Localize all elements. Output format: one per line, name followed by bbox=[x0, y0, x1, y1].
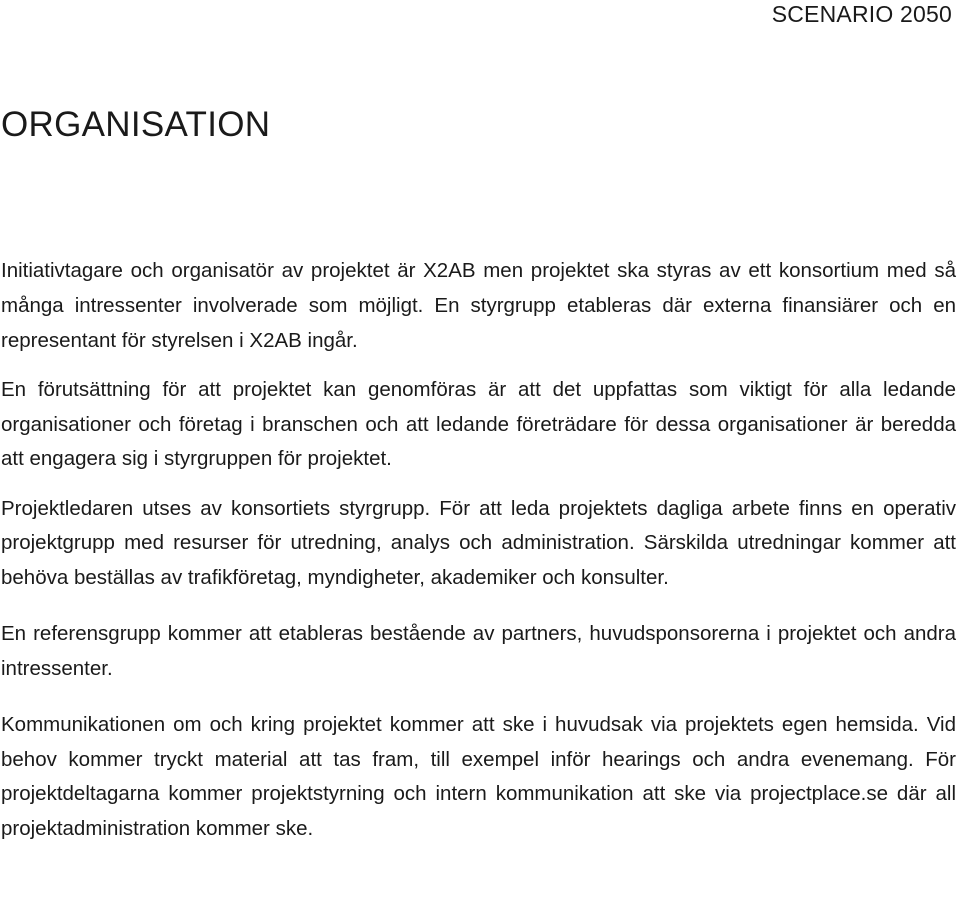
body-text bbox=[1, 253, 956, 846]
paragraph-communication: Kommunikationen om och kring projektet kommer att ske i huvudsak via projektets egen hemsida. Vid behov kommer tryckt material att tas fram, till exempel inför hearings och andra evenemang. För projektdeltagarna kommer projektstyrning och intern kommunikation att ske via projectplace.se där all projektadministration kommer ske. bbox=[1, 713, 956, 840]
paragraph-initiator: Initiativtagare och organisatör av projektet är X2AB men projektet ska styras av ett konsortium med så många intressenter involverade som möjligt. En styrgrupp etableras där externa finansiärer och en representant för styrelsen i X2AB ingår. bbox=[1, 259, 956, 352]
paragraph-project-leader: Projektledaren utses av konsortiets styrgrupp. För att leda projektets dagliga arbete finns en operativ projektgrupp med resurser för utredning, analys och administration. Särskilda utredningar kommer att behöva beställas av trafikföretag, myndigheter, akademiker och konsulter. bbox=[1, 496, 956, 589]
section-title: ORGANISATION bbox=[1, 105, 271, 144]
running-header: SCENARIO 2050 bbox=[771, 1, 952, 27]
paragraph-reference-group: En referensgrupp kommer att etableras bestående av partners, huvudsponsorerna i projektet och andra intressenter. bbox=[1, 622, 956, 680]
paragraph-prerequisite: En förutsättning för att projektet kan genomföras är att det uppfattas som viktigt för alla ledande organisationer och företag i branschen och att ledande företrädare för dessa organisationer är beredda att engagera sig i styrgruppen för projektet. bbox=[1, 378, 956, 470]
